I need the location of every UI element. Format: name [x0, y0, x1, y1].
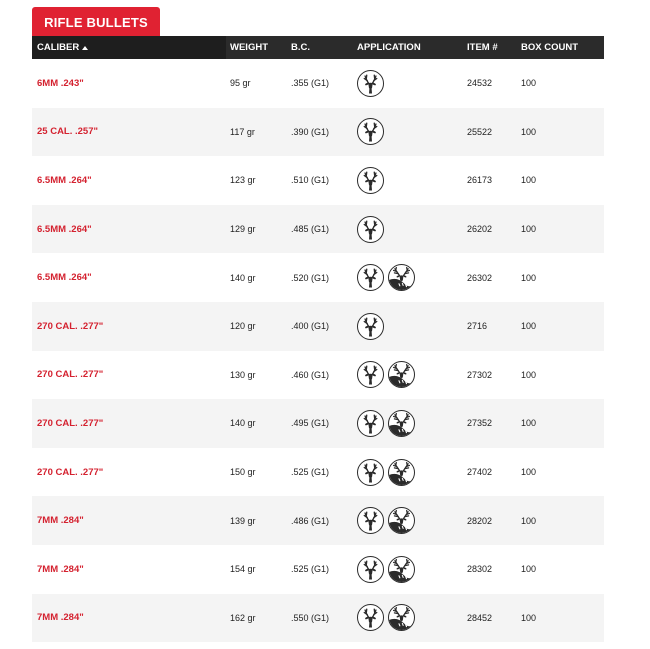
column-header-application[interactable]: APPLICATION [357, 42, 421, 53]
deer-icon [357, 167, 384, 194]
box-count-cell: 100 [521, 78, 537, 89]
table-row [32, 253, 604, 302]
elk-icon [388, 604, 415, 631]
application-cell [357, 351, 415, 400]
caliber-cell[interactable]: 270 CAL. .277" [37, 369, 104, 381]
weight-cell: 123 gr [230, 175, 256, 186]
table-header [32, 36, 604, 59]
bc-cell: .510 (G1) [291, 175, 330, 186]
box-count-cell: 100 [521, 418, 537, 429]
deer-icon [357, 459, 384, 486]
weight-cell: 140 gr [230, 418, 256, 429]
weight-cell: 154 gr [230, 564, 256, 575]
table-row [32, 448, 604, 497]
bc-cell: .355 (G1) [291, 78, 330, 89]
application-cell [357, 108, 384, 157]
bc-cell: .495 (G1) [291, 418, 330, 429]
bc-cell: .550 (G1) [291, 612, 330, 623]
deer-icon [357, 70, 384, 97]
application-cell [357, 253, 415, 302]
deer-icon [357, 264, 384, 291]
caliber-cell[interactable]: 270 CAL. .277" [37, 466, 104, 478]
application-cell [357, 399, 415, 448]
box-count-cell: 100 [521, 272, 537, 283]
weight-cell: 162 gr [230, 612, 256, 623]
application-cell [357, 545, 415, 594]
column-label-caliber: CALIBER [37, 42, 80, 53]
item-number-cell: 27402 [467, 467, 493, 478]
box-count-cell: 100 [521, 612, 537, 623]
box-count-cell: 100 [521, 321, 537, 332]
box-count-cell: 100 [521, 564, 537, 575]
box-count-cell: 100 [521, 369, 537, 380]
item-number-cell: 27352 [467, 418, 493, 429]
bc-cell: .400 (G1) [291, 321, 330, 332]
weight-cell: 150 gr [230, 467, 256, 478]
elk-icon [388, 361, 415, 388]
deer-icon [357, 604, 384, 631]
item-number-cell: 25522 [467, 126, 493, 137]
elk-icon [388, 459, 415, 486]
weight-cell: 140 gr [230, 272, 256, 283]
box-count-cell: 100 [521, 224, 537, 235]
caliber-cell[interactable]: 6.5MM .264" [37, 174, 92, 186]
deer-icon [357, 118, 384, 145]
application-cell [357, 302, 384, 351]
weight-cell: 95 gr [230, 78, 251, 89]
bullets-table [32, 36, 604, 642]
column-header-weight[interactable]: WEIGHT [230, 42, 268, 53]
box-count-cell: 100 [521, 515, 537, 526]
application-cell [357, 59, 384, 108]
item-number-cell: 26173 [467, 175, 493, 186]
table-body [32, 59, 604, 642]
weight-cell: 120 gr [230, 321, 256, 332]
table-row [32, 351, 604, 400]
column-header-caliber[interactable] [32, 36, 226, 59]
item-number-cell: 28202 [467, 515, 493, 526]
item-number-cell: 24532 [467, 78, 493, 89]
elk-icon [388, 410, 415, 437]
deer-icon [357, 361, 384, 388]
table-row [32, 59, 604, 108]
item-number-cell: 26202 [467, 224, 493, 235]
box-count-cell: 100 [521, 467, 537, 478]
table-row [32, 399, 604, 448]
item-number-cell: 28302 [467, 564, 493, 575]
elk-icon [388, 507, 415, 534]
bc-cell: .525 (G1) [291, 467, 330, 478]
tab-rifle-bullets[interactable]: RIFLE BULLETS [32, 7, 160, 37]
weight-cell: 117 gr [230, 126, 255, 137]
caliber-cell[interactable]: 25 CAL. .257" [37, 126, 99, 138]
table-row [32, 496, 604, 545]
table-row [32, 108, 604, 157]
application-cell [357, 205, 384, 254]
sort-ascending-icon [82, 46, 88, 50]
table-row [32, 156, 604, 205]
bc-cell: .485 (G1) [291, 224, 330, 235]
item-number-cell: 28452 [467, 612, 493, 623]
box-count-cell: 100 [521, 175, 537, 186]
box-count-cell: 100 [521, 126, 537, 137]
application-cell [357, 448, 415, 497]
caliber-cell[interactable]: 6.5MM .264" [37, 272, 92, 284]
bc-cell: .460 (G1) [291, 369, 330, 380]
item-number-cell: 2716 [467, 321, 488, 332]
column-header-bc[interactable]: B.C. [291, 42, 310, 53]
caliber-cell[interactable]: 7MM .284" [37, 563, 84, 575]
caliber-cell[interactable]: 7MM .284" [37, 515, 84, 527]
deer-icon [357, 410, 384, 437]
table-row [32, 205, 604, 254]
bc-cell: .390 (G1) [291, 126, 330, 137]
deer-icon [357, 313, 384, 340]
caliber-cell[interactable]: 6.5MM .264" [37, 223, 92, 235]
caliber-cell[interactable]: 270 CAL. .277" [37, 417, 104, 429]
weight-cell: 139 gr [230, 515, 256, 526]
bc-cell: .520 (G1) [291, 272, 330, 283]
caliber-cell[interactable]: 270 CAL. .277" [37, 320, 104, 332]
table-row [32, 545, 604, 594]
application-cell [357, 156, 384, 205]
weight-cell: 129 gr [230, 224, 256, 235]
weight-cell: 130 gr [230, 369, 256, 380]
deer-icon [357, 507, 384, 534]
elk-icon [388, 264, 415, 291]
bc-cell: .525 (G1) [291, 564, 330, 575]
item-number-cell: 26302 [467, 272, 493, 283]
caliber-cell[interactable]: 7MM .284" [37, 612, 84, 624]
elk-icon [388, 556, 415, 583]
table-row [32, 594, 604, 643]
column-header-box-count[interactable]: BOX COUNT [521, 42, 578, 53]
item-number-cell: 27302 [467, 369, 493, 380]
bc-cell: .486 (G1) [291, 515, 330, 526]
table-row [32, 302, 604, 351]
column-header-item[interactable]: ITEM # [467, 42, 498, 53]
application-cell [357, 496, 415, 545]
application-cell [357, 594, 415, 643]
deer-icon [357, 216, 384, 243]
caliber-cell[interactable]: 6MM .243" [37, 77, 84, 89]
deer-icon [357, 556, 384, 583]
